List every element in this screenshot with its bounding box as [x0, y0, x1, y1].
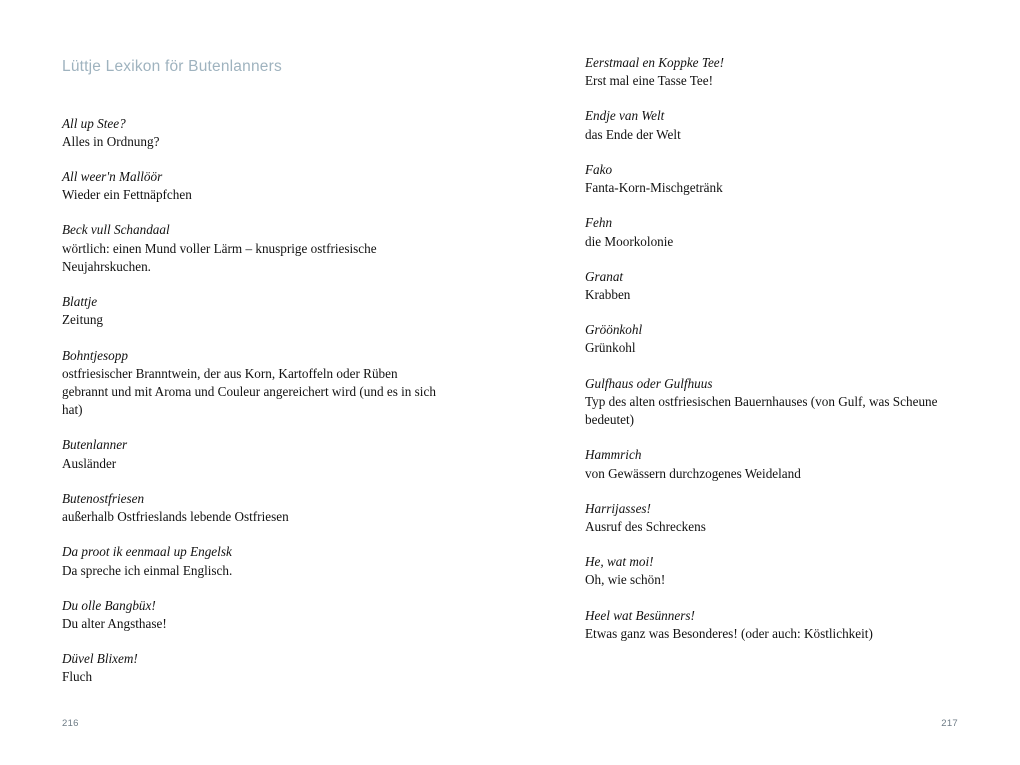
glossary-term: Harrijasses!	[585, 500, 651, 516]
glossary-term: Hammrich	[585, 447, 642, 463]
glossary-definition: Fluch	[62, 669, 93, 685]
glossary-definition: Ausländer	[62, 455, 117, 471]
glossary-term: Du olle Bangbüx!	[62, 597, 156, 613]
glossary-entry	[585, 214, 958, 250]
glossary-entry	[62, 650, 440, 686]
glossary-definition: die Moorkolonie	[585, 233, 674, 249]
glossary-term: Eerstmaal en Koppke Tee!	[585, 55, 725, 70]
glossary-definition: Zeitung	[62, 312, 104, 328]
glossary-definition: Oh, wie schön!	[585, 572, 666, 588]
glossary-entry	[585, 607, 958, 643]
glossary-term: Fehn	[585, 215, 613, 231]
glossary-term: Bohntjesopp	[62, 347, 128, 363]
glossary-entry	[62, 115, 440, 151]
glossary-entry	[62, 490, 440, 526]
glossary-definition: Fanta-Korn-Mischgetränk	[585, 180, 723, 196]
glossary-entry	[585, 321, 958, 357]
glossary-entry	[62, 436, 440, 472]
glossary-definition: Krabben	[585, 286, 631, 302]
glossary-entry	[585, 446, 958, 482]
glossary-entry	[585, 54, 958, 90]
page-number-left: 216	[62, 718, 79, 729]
glossary-definition: Ausruf des Schreckens	[585, 518, 706, 534]
glossary-entry	[585, 268, 958, 304]
glossary-list-right	[585, 54, 958, 643]
glossary-entry	[585, 161, 958, 197]
glossary-list-left	[62, 115, 440, 687]
glossary-definition: wörtlich: einen Mund voller Lärm – knusprige ostfriesische Neujahrskuchen.	[62, 240, 377, 274]
glossary-term: He, wat moi!	[585, 554, 654, 570]
glossary-definition: ostfriesischer Branntwein, der aus Korn, Kartoffeln oder Rüben gebrannt und mit Aroma und Couleur angereichert wird (und es in sich hat)	[62, 365, 436, 418]
page-number-right: 217	[941, 718, 958, 729]
glossary-definition: Erst mal eine Tasse Tee!	[585, 73, 714, 89]
glossary-definition: Grünkohl	[585, 340, 636, 356]
glossary-definition: Wieder ein Fettnäpfchen	[62, 187, 192, 203]
glossary-term: All weer'n Mallöör	[62, 169, 163, 185]
glossary-definition: Alles in Ordnung?	[62, 133, 160, 149]
glossary-entry	[62, 221, 440, 276]
glossary-term: Endje van Welt	[585, 108, 665, 124]
glossary-entry	[62, 347, 440, 420]
glossary-term: Butenlanner	[62, 437, 128, 453]
glossary-definition: Da spreche ich einmal Englisch.	[62, 562, 233, 578]
glossary-entry	[585, 553, 958, 589]
glossary-term: Gulfhaus oder Gulfhuus	[585, 375, 713, 391]
glossary-definition: Etwas ganz was Besonderes! (oder auch: Köstlichkeit)	[585, 625, 873, 641]
glossary-definition: Typ des alten ostfriesischen Bauernhauses (von Gulf, was Scheune bedeutet)	[585, 393, 938, 428]
glossary-term: Beck vull Schandaal	[62, 222, 170, 238]
glossary-entry	[585, 375, 958, 430]
glossary-definition: Du alter Angsthase!	[62, 615, 167, 631]
glossary-term: Düvel Blixem!	[62, 651, 138, 667]
right-page	[510, 0, 1020, 765]
glossary-term: Butenostfriesen	[62, 490, 145, 506]
glossary-entry	[62, 168, 440, 204]
glossary-term: Fako	[585, 161, 613, 177]
glossary-term: Granat	[585, 268, 624, 284]
glossary-definition: von Gewässern durchzogenes Weideland	[585, 465, 801, 481]
glossary-entry	[62, 293, 440, 329]
glossary-term: Gröönkohl	[585, 322, 643, 338]
glossary-term: Blattje	[62, 294, 98, 310]
glossary-entry	[62, 543, 440, 579]
glossary-entry	[62, 597, 440, 633]
glossary-entry	[585, 107, 958, 143]
glossary-term: Da proot ik eenmaal up Engelsk	[62, 544, 232, 560]
glossary-term: Heel wat Besünners!	[585, 607, 695, 623]
glossary-definition: außerhalb Ostfrieslands lebende Ostfriesen	[62, 509, 289, 525]
glossary-definition: das Ende der Welt	[585, 126, 681, 142]
glossary-entry	[585, 500, 958, 536]
page-title: Lüttje Lexikon för Butenlanners	[62, 58, 282, 75]
glossary-term: All up Stee?	[62, 115, 126, 131]
